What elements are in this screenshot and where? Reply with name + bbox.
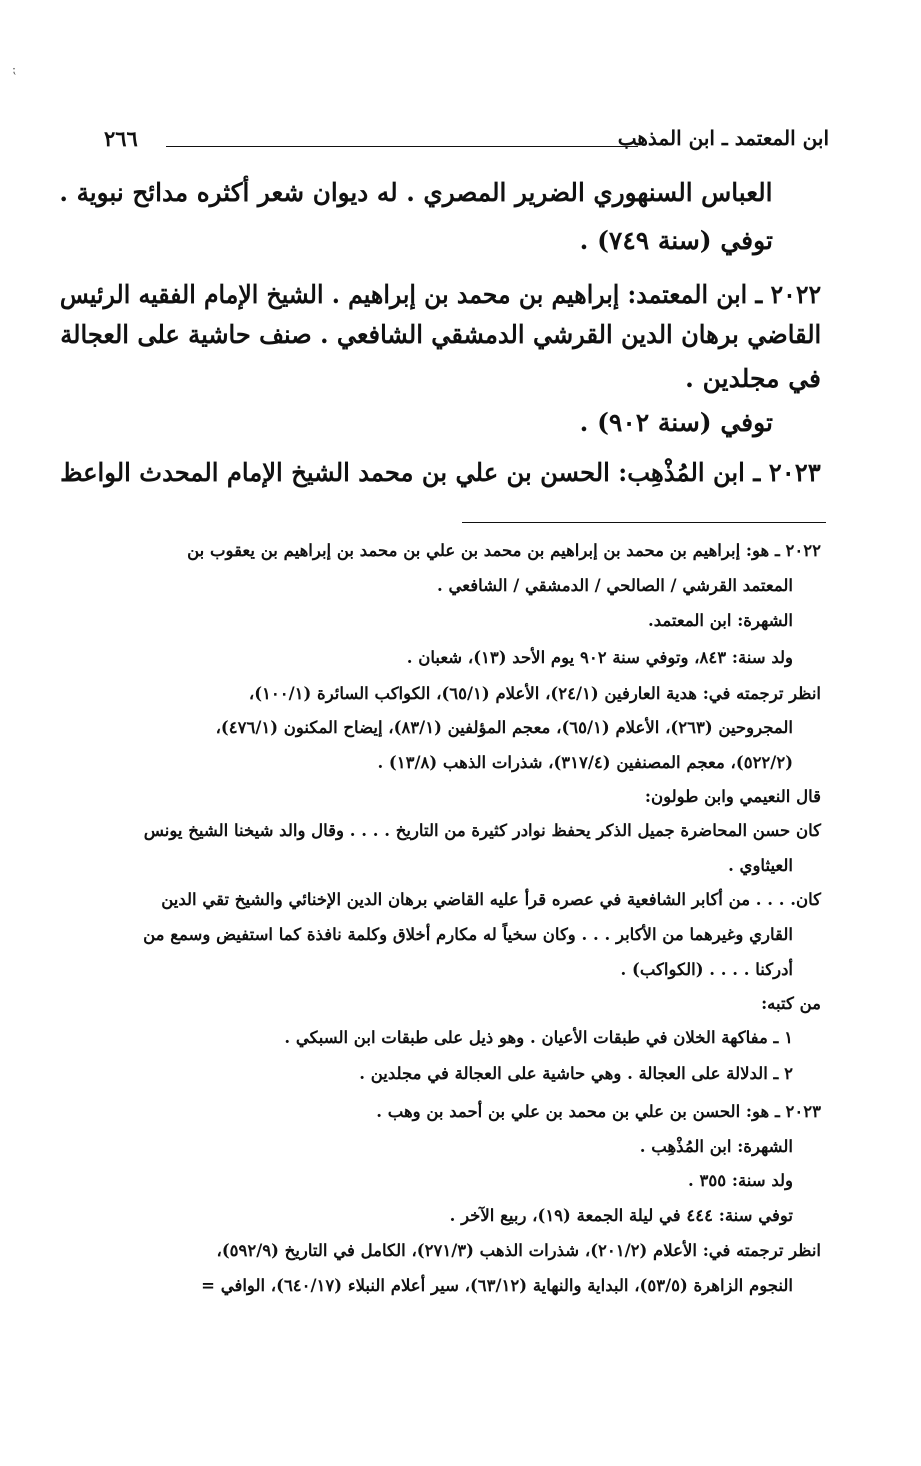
main-line-5: في مجلدين . [685,364,821,393]
running-header-title: ابن المعتمد ـ ابن المذهب [617,126,829,150]
margin-mark: ⁏ [12,62,17,76]
footnote-line: من كتبه: [761,994,821,1013]
footnote-line: كان حسن المحاضرة جميل الذكر يحفظ نوادر كثيرة من التاريخ . . . . وقال والد شيخنا الشيخ يونس [143,821,821,840]
footnote-line: توفي سنة: ٤٤٤ في ليلة الجمعة (١٩)، ربيع الآخر . [449,1206,793,1225]
footnote-line: الشهرة: ابن المُذْهِب . [639,1137,793,1156]
footnote-line: ولد سنة: ٣٥٥ . [688,1171,793,1190]
page-number: ٢٦٦ [104,126,138,151]
footnote-line: كان. . . . من أكابر الشافعية في عصره قرأ عليه القاضي برهان الدين الإخنائي والشيخ تقي الدين [161,890,821,909]
footnote-line: انظر ترجمته في: هدية العارفين (٢٤/١)، الأعلام (٦٥/١)، الكواكب السائرة (١٠٠/١)، [248,684,821,703]
entry-2023-heading: ٢٠٢٣ ـ ابن المُذْهِب: الحسن بن علي بن محمد الشيخ الإمام المحدث الواعظ [60,458,821,487]
footnote-line: قال النعيمي وابن طولون: [644,787,821,806]
footnote-line: ٢٠٢٣ ـ هو: الحسن بن علي بن محمد بن علي بن أحمد بن وهب . [376,1102,821,1121]
footnote-line: القاري وغيرهما من الأكابر . . . وكان سخياً له مكارم أخلاق وكلمة نافذة كما استفيض وسمع من [143,925,793,944]
main-line-2: توفي (سنة ٧٤٩) . [579,226,773,255]
footnote-line: النجوم الزاهرة (٥٣/٥)، البداية والنهاية (٦٣/١٢)، سير أعلام النبلاء (٦٤٠/١٧)، الوافي = [201,1276,793,1295]
header-rule [166,146,638,147]
footnote-line: أدركنا . . . . (الكواكب) . [620,960,793,979]
footnote-divider [462,522,826,523]
footnote-line: ٢٠٢٢ ـ هو: إبراهيم بن محمد بن إبراهيم بن محمد بن علي بن محمد بن إبراهيم بن يعقوب بن [187,541,821,560]
main-line-4: القاضي برهان الدين القرشي الدمشقي الشافعي . صنف حاشية على العجالة [59,320,821,349]
footnote-line: العيثاوي . [728,856,793,875]
footnote-line: (٥٢٢/٢)، معجم المصنفين (٣١٧/٤)، شذرات الذهب (١٣/٨) . [377,753,793,772]
footnote-line: انظر ترجمته في: الأعلام (٢٠١/٢)، شذرات الذهب (٢٧١/٣)، الكامل في التاريخ (٥٩٢/٩)، [216,1241,821,1260]
footnote-line: ولد سنة: ٨٤٣، وتوفي سنة ٩٠٢ يوم الأحد (١٣)، شعبان . [406,648,793,667]
main-line-6: توفي (سنة ٩٠٢) . [579,408,773,437]
footnote-line: ٢ ـ الدلالة على العجالة . وهي حاشية على العجالة في مجلدين . [359,1064,793,1083]
entry-2022-heading: ٢٠٢٢ ـ ابن المعتمد: إبراهيم بن محمد بن إبراهيم . الشيخ الإمام الفقيه الرئيس [59,280,821,309]
footnote-line: المجروحين (٢٦٣)، الأعلام (٦٥/١)، معجم المؤلفين (٨٣/١)، إيضاح المكنون (٤٧٦/١)، [215,718,793,737]
main-line-1: العباس السنهوري الضرير المصري . له ديوان شعر أكثره مدائح نبوية . [59,178,773,207]
footnote-line: المعتمد القرشي / الصالحي / الدمشقي / الشافعي . [437,576,793,595]
footnote-line: الشهرة: ابن المعتمد. [647,611,793,630]
footnote-line: ١ ـ مفاكهة الخلان في طبقات الأعيان . وهو ذيل على طبقات ابن السبكي . [284,1028,793,1047]
